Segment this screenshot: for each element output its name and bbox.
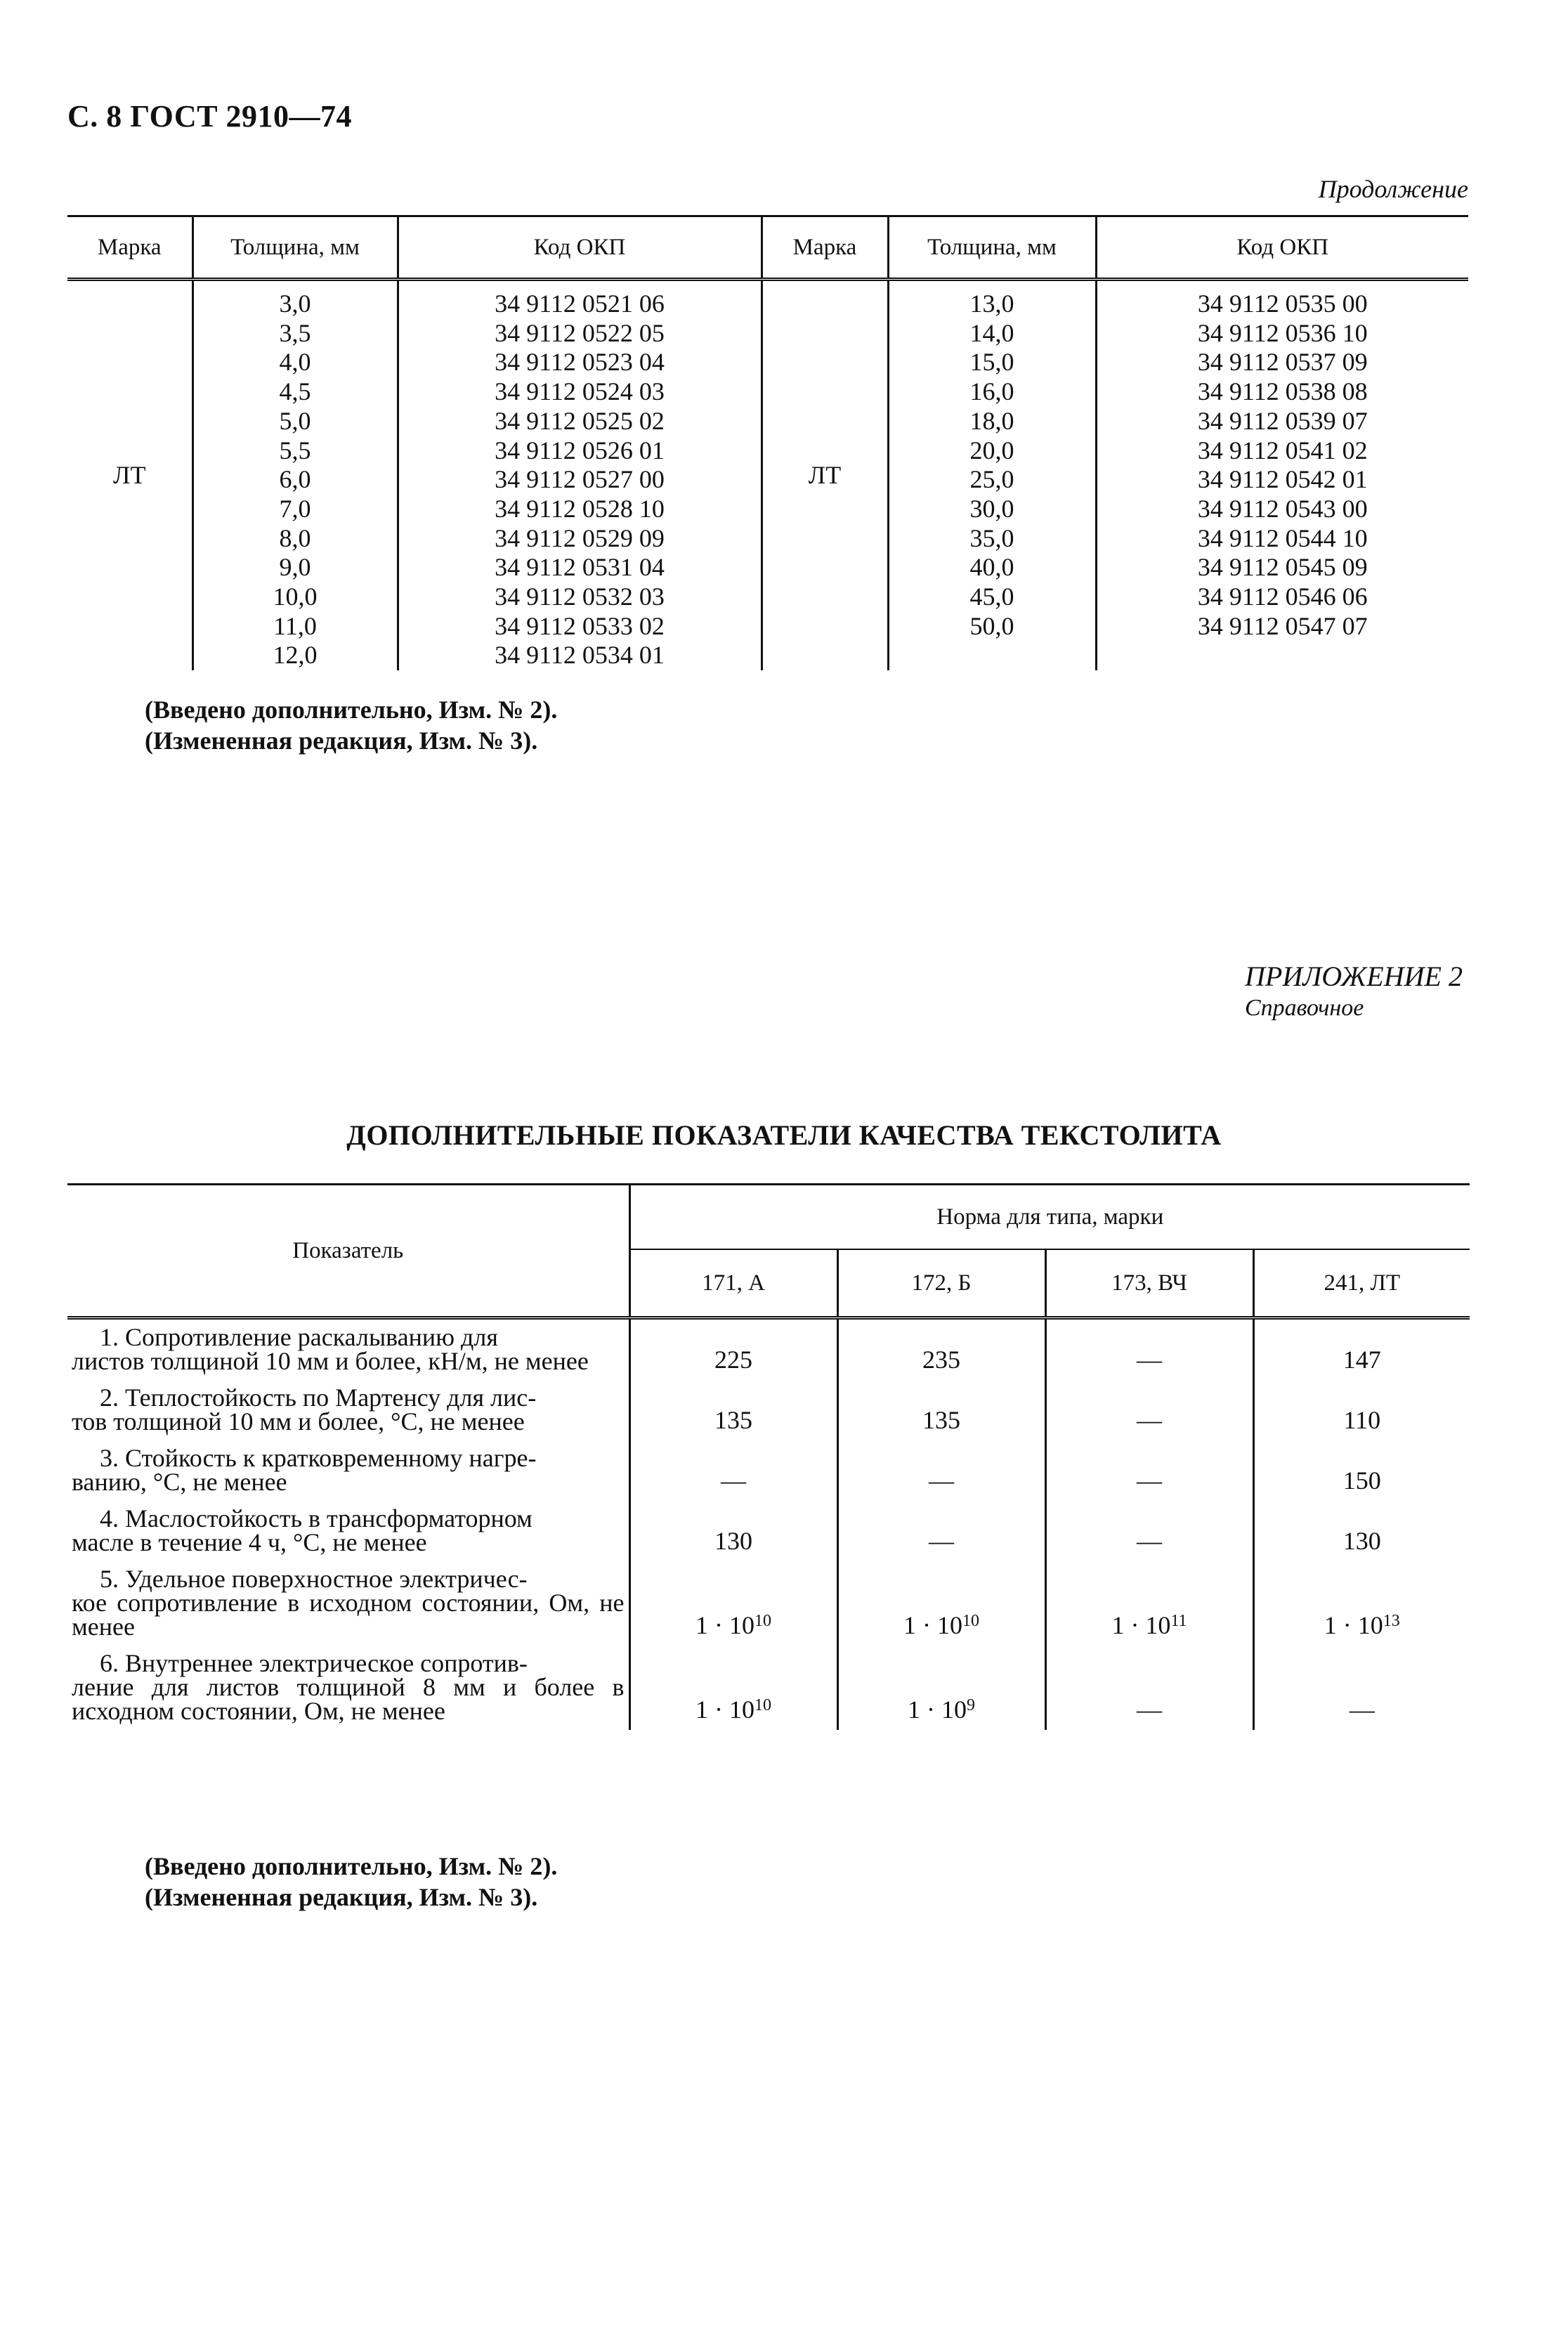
okp-code-value: 34 9112 0536 10 xyxy=(1197,318,1368,347)
indicator-label xyxy=(67,1646,629,1730)
okp-code-value: 34 9112 0538 08 xyxy=(1197,377,1368,406)
okp-code-list-left xyxy=(398,280,762,671)
thickness-list-right xyxy=(888,280,1096,671)
norm-value: — xyxy=(1045,1440,1253,1501)
norm-value: 135 xyxy=(837,1380,1045,1440)
norm-value: 150 xyxy=(1253,1440,1470,1501)
indicator-row xyxy=(67,1646,1470,1730)
thickness-value: 6,0 xyxy=(279,465,311,494)
thickness-value: 3,0 xyxy=(279,289,311,318)
norm-value: — xyxy=(837,1440,1045,1501)
amendment-note-line: (Введено дополнительно, Изм. № 2). xyxy=(145,1852,558,1880)
thickness-value: 12,0 xyxy=(273,641,318,670)
col-header-172b: 172, Б xyxy=(837,1249,1045,1318)
indicator-label-line: 1. Сопротивление раскалыванию для xyxy=(100,1323,498,1351)
thickness-value: 25,0 xyxy=(969,465,1014,494)
thickness-value: 5,5 xyxy=(279,436,311,464)
norm-value-base: 1 · 10 xyxy=(695,1695,754,1724)
thickness-value: 20,0 xyxy=(969,436,1014,464)
col-header-241lt: 241, ЛТ xyxy=(1253,1249,1470,1318)
okp-code-value: 34 9112 0547 07 xyxy=(1197,611,1368,640)
thickness-value: 15,0 xyxy=(969,348,1014,377)
okp-code-value: 34 9112 0535 00 xyxy=(1197,289,1368,318)
appendix-title: ПРИЛОЖЕНИЕ 2 xyxy=(1245,961,1463,992)
amendment-note-line: (Измененная редакция, Изм. № 3). xyxy=(145,727,538,755)
norm-value xyxy=(1045,1561,1253,1646)
norm-value: 130 xyxy=(1253,1501,1470,1561)
quality-indicators-table xyxy=(67,1183,1470,1730)
okp-code-table xyxy=(67,215,1468,670)
norm-value: 147 xyxy=(1253,1318,1470,1381)
indicator-label-text: листов толщиной 10 мм и более, кН/м, не менее xyxy=(72,1347,589,1375)
thickness-value: 14,0 xyxy=(969,318,1014,347)
norm-value xyxy=(837,1646,1045,1730)
okp-code-value: 34 9112 0545 09 xyxy=(1197,553,1368,582)
norm-value: — xyxy=(1045,1501,1253,1561)
norm-value-exponent: 11 xyxy=(1170,1612,1187,1630)
thickness-value: 30,0 xyxy=(969,494,1014,523)
indicator-label-line: 2. Теплостойкость по Мартенсу для лис- xyxy=(100,1383,537,1412)
okp-code-value: 34 9112 0529 09 xyxy=(495,523,665,552)
okp-code-value: 34 9112 0521 06 xyxy=(495,289,665,318)
indicator-label xyxy=(67,1501,629,1561)
norm-value-base: 1 · 10 xyxy=(695,1611,754,1639)
col-header-thickness-2: Толщина, мм xyxy=(888,216,1096,280)
norm-value: — xyxy=(1045,1646,1253,1730)
norm-value-exponent: 9 xyxy=(967,1696,975,1714)
okp-code-value: 34 9112 0523 04 xyxy=(495,348,665,377)
thickness-value: 5,0 xyxy=(279,406,311,435)
okp-code-value: 34 9112 0546 06 xyxy=(1197,582,1368,611)
indicator-label-text: кое сопротивление в исходном состоянии, Ом, не менее xyxy=(72,1589,625,1641)
indicator-label xyxy=(67,1380,629,1440)
okp-code-value: 34 9112 0525 02 xyxy=(495,406,665,435)
col-header-norm: Норма для типа, марки xyxy=(629,1185,1470,1250)
indicator-label-text: ванию, °С, не менее xyxy=(72,1468,287,1496)
indicator-label xyxy=(67,1440,629,1501)
norm-value: — xyxy=(629,1440,837,1501)
thickness-value: 18,0 xyxy=(969,406,1014,435)
okp-code-value: 34 9112 0542 01 xyxy=(1197,465,1368,494)
amendment-note-2 xyxy=(145,1851,557,1913)
indicator-label-line: 5. Удельное поверхностное электричес- xyxy=(100,1565,528,1593)
col-header-marka: Марка xyxy=(67,216,192,280)
thickness-value: 4,5 xyxy=(279,377,311,406)
norm-value xyxy=(629,1561,837,1646)
norm-value: 110 xyxy=(1253,1380,1470,1440)
thickness-value: 7,0 xyxy=(279,494,311,523)
indicator-label-text: ление для листов толщиной 8 мм и более в исходном состоянии, Ом, не менее xyxy=(72,1673,625,1725)
norm-value xyxy=(629,1646,837,1730)
indicator-row xyxy=(67,1501,1470,1561)
section-title: ДОПОЛНИТЕЛЬНЫЕ ПОКАЗАТЕЛИ КАЧЕСТВА ТЕКСТОЛИТА xyxy=(346,1119,1222,1151)
col-header-okp-code-2: Код ОКП xyxy=(1096,216,1468,280)
okp-code-value: 34 9112 0534 01 xyxy=(495,641,665,670)
indicator-row xyxy=(67,1561,1470,1646)
indicator-label xyxy=(67,1561,629,1646)
thickness-value: 4,0 xyxy=(279,348,311,377)
okp-code-value: 34 9112 0522 05 xyxy=(495,318,665,347)
col-header-okp-code: Код ОКП xyxy=(398,216,762,280)
col-header-thickness: Толщина, мм xyxy=(192,216,398,280)
quality-table-header-row xyxy=(67,1185,1470,1250)
indicator-label-text: тов толщиной 10 мм и более, °С, не менее xyxy=(72,1407,525,1435)
okp-code-value: 34 9112 0544 10 xyxy=(1197,523,1368,552)
indicator-label-text: масле в течение 4 ч, °С, не менее xyxy=(72,1528,427,1556)
indicator-label-line: 6. Внутреннее электрическое сопротив- xyxy=(100,1649,528,1677)
thickness-value: 9,0 xyxy=(279,553,311,582)
thickness-value: 3,5 xyxy=(279,318,311,347)
thickness-value: 45,0 xyxy=(969,582,1014,611)
thickness-value: 16,0 xyxy=(969,377,1014,406)
norm-value: — xyxy=(1045,1318,1253,1381)
continuation-label: Продолжение xyxy=(1318,175,1468,203)
norm-value-base: 1 · 10 xyxy=(908,1695,967,1724)
thickness-value: 10,0 xyxy=(273,582,318,611)
norm-value-base: 1 · 10 xyxy=(903,1611,962,1639)
norm-value: — xyxy=(1253,1646,1470,1730)
thickness-value: 11,0 xyxy=(273,611,317,640)
amendment-note-line: (Измененная редакция, Изм. № 3). xyxy=(145,1883,538,1911)
norm-value: — xyxy=(1045,1380,1253,1440)
okp-code-value: 34 9112 0543 00 xyxy=(1197,494,1368,523)
okp-code-value: 34 9112 0527 00 xyxy=(495,465,665,494)
thickness-list-left xyxy=(192,280,398,671)
norm-value: 130 xyxy=(629,1501,837,1561)
norm-value xyxy=(837,1561,1045,1646)
okp-code-value: 34 9112 0532 03 xyxy=(495,582,665,611)
norm-value-exponent: 13 xyxy=(1383,1612,1400,1630)
okp-code-value: 34 9112 0541 02 xyxy=(1197,436,1368,464)
indicator-label-line: 3. Стойкость к кратковременному нагре- xyxy=(100,1444,537,1472)
appendix-subtitle: Справочное xyxy=(1245,995,1364,1021)
thickness-value: 40,0 xyxy=(969,553,1014,582)
col-header-indicator: Показатель xyxy=(67,1185,629,1318)
indicator-row xyxy=(67,1440,1470,1501)
thickness-value: 35,0 xyxy=(969,523,1014,552)
okp-code-value: 34 9112 0526 01 xyxy=(495,436,665,464)
okp-code-value: 34 9112 0528 10 xyxy=(495,494,665,523)
thickness-value: 8,0 xyxy=(279,523,311,552)
marka-cell-right: ЛТ xyxy=(762,280,888,671)
indicator-row xyxy=(67,1318,1470,1381)
okp-code-value: 34 9112 0537 09 xyxy=(1197,348,1368,377)
amendment-note-line: (Введено дополнительно, Изм. № 2). xyxy=(145,696,558,724)
thickness-value: 50,0 xyxy=(969,611,1014,640)
norm-value: 225 xyxy=(629,1318,837,1381)
indicator-label xyxy=(67,1318,629,1381)
okp-code-value: 34 9112 0539 07 xyxy=(1197,406,1368,435)
col-header-173vch: 173, ВЧ xyxy=(1045,1249,1253,1318)
norm-value-base: 1 · 10 xyxy=(1111,1611,1171,1639)
norm-value-exponent: 10 xyxy=(962,1612,979,1630)
norm-value-exponent: 10 xyxy=(754,1612,771,1630)
okp-code-value: 34 9112 0533 02 xyxy=(495,611,665,640)
norm-value: 135 xyxy=(629,1380,837,1440)
okp-code-value: 34 9112 0531 04 xyxy=(495,553,665,582)
okp-code-value: 34 9112 0524 03 xyxy=(495,377,665,406)
indicator-row xyxy=(67,1380,1470,1440)
okp-table-header-row xyxy=(67,216,1468,280)
norm-value: 235 xyxy=(837,1318,1045,1381)
norm-value-exponent: 10 xyxy=(754,1696,771,1714)
norm-value-base: 1 · 10 xyxy=(1324,1611,1383,1639)
page-header: С. 8 ГОСТ 2910—74 xyxy=(67,99,353,134)
okp-code-list-right xyxy=(1096,280,1468,671)
norm-value: — xyxy=(837,1501,1045,1561)
okp-table-body-row xyxy=(67,280,1468,671)
col-header-171a: 171, А xyxy=(629,1249,837,1318)
marka-cell-left: ЛТ xyxy=(113,461,146,490)
norm-value xyxy=(1253,1561,1470,1646)
amendment-note-1 xyxy=(145,694,557,756)
indicator-label-line: 4. Маслостойкость в трансформаторном xyxy=(100,1504,533,1532)
thickness-value: 13,0 xyxy=(969,289,1014,318)
col-header-marka-2: Марка xyxy=(762,216,888,280)
